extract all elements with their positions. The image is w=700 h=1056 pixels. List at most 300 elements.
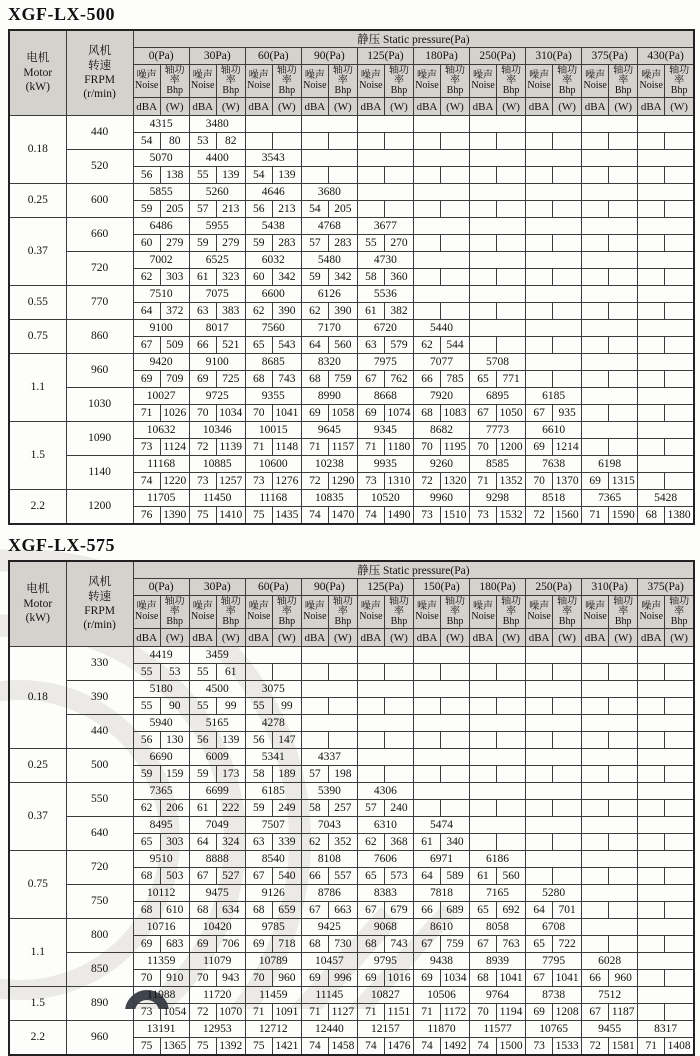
bhp-value-cell: 82 (216, 133, 245, 150)
bhp-value-cell: 960 (609, 970, 638, 987)
airflow-row (9, 987, 694, 1004)
airflow-cell: 3075 (245, 681, 301, 698)
noise-value-cell (582, 371, 609, 388)
noise-value-cell: 67 (301, 902, 328, 919)
airflow-cell: 12712 (245, 1021, 301, 1038)
bhp-value-cell (609, 405, 638, 422)
bhp-value-cell: 213 (216, 201, 245, 218)
airflow-cell (638, 749, 694, 766)
bhp-value-cell (665, 936, 694, 953)
bhp-value-cell (553, 133, 582, 150)
airflow-cell: 9475 (189, 885, 245, 902)
noise-unit-header: dBA (301, 98, 328, 116)
noise-value-cell: 68 (245, 902, 272, 919)
bhp-value-cell (609, 201, 638, 218)
pressure-col-header: 125(Pa) (357, 579, 413, 596)
noise-value-cell: 65 (470, 902, 497, 919)
noise-unit-header: dBA (133, 629, 160, 647)
bhp-value-cell: 368 (384, 834, 413, 851)
rpm-cell: 960 (66, 354, 133, 388)
noise-col-header (582, 596, 609, 629)
header-line: Noise (639, 611, 663, 622)
noise-value-cell (526, 834, 553, 851)
airflow-cell: 4315 (133, 116, 189, 133)
bhp-value-cell: 303 (160, 269, 189, 286)
bhp-value-cell (497, 167, 526, 184)
header-line: 率 (169, 74, 180, 86)
airflow-cell (301, 647, 357, 664)
header-line: 率 (393, 605, 404, 617)
noise-value-cell: 73 (245, 473, 272, 490)
noise-value-cell (526, 269, 553, 286)
header-line: 噪声 (416, 600, 437, 612)
bhp-value-cell (609, 834, 638, 851)
header-line: Bhp (446, 85, 464, 97)
bhp-value-cell (609, 664, 638, 681)
bhp-value-cell: 1560 (553, 507, 582, 525)
noise-value-cell: 70 (245, 405, 272, 422)
airflow-cell: 9510 (133, 851, 189, 868)
bhp-value-cell: 1058 (328, 405, 357, 422)
header-line: 轴功 (669, 595, 690, 607)
noise-value-cell: 63 (357, 337, 384, 354)
header-line: Noise (527, 611, 551, 622)
header-line: 噪声 (529, 600, 550, 612)
bhp-value-cell (440, 201, 469, 218)
header-line: Bhp (670, 616, 688, 628)
airflow-cell: 8108 (301, 851, 357, 868)
bhp-value-cell: 189 (272, 766, 301, 783)
airflow-row (9, 286, 694, 303)
bhp-value-cell (272, 664, 301, 681)
noise-value-cell (582, 732, 609, 749)
rpm-cell: 1200 (66, 490, 133, 525)
noise-value-cell (582, 337, 609, 354)
airflow-cell: 7507 (245, 817, 301, 834)
header-line: 率 (450, 74, 460, 86)
bhp-value-cell: 372 (160, 303, 189, 320)
header-line: 轴功 (388, 595, 409, 607)
airflow-cell (638, 422, 694, 439)
airflow-cell (413, 647, 469, 664)
noise-value-cell: 75 (133, 1038, 160, 1056)
noise-value-cell (357, 133, 384, 150)
bhp-value-cell: 249 (272, 800, 301, 817)
airflow-cell (582, 681, 638, 698)
noise-value-cell (526, 371, 553, 388)
noise-unit-header: dBA (189, 98, 216, 116)
header-line: 率 (618, 605, 629, 617)
noise-value-cell: 72 (413, 473, 440, 490)
airflow-cell: 8585 (470, 456, 526, 473)
noise-value-cell: 65 (470, 371, 497, 388)
airflow-cell (413, 715, 469, 732)
bhp-value-cell: 1533 (553, 1038, 582, 1056)
airflow-cell (301, 681, 357, 698)
bhp-unit-header: (W) (609, 98, 638, 116)
airflow-row (9, 320, 694, 337)
bhp-value-cell: 527 (216, 868, 245, 885)
bhp-value-cell: 147 (272, 732, 301, 749)
bhp-value-cell: 1139 (216, 439, 245, 456)
noise-value-cell (582, 698, 609, 715)
airflow-cell (582, 320, 638, 337)
header-line: 率 (506, 74, 517, 86)
noise-value-cell (245, 664, 272, 681)
noise-value-cell (413, 167, 440, 184)
noise-value-cell (470, 698, 497, 715)
airflow-cell (582, 715, 638, 732)
bhp-value-cell: 1310 (384, 473, 413, 490)
bhp-value-cell (440, 766, 469, 783)
airflow-cell: 8317 (638, 1021, 694, 1038)
header-line: 转速 (88, 59, 112, 72)
airflow-cell (582, 851, 638, 868)
airflow-cell (638, 987, 694, 1004)
noise-value-cell (582, 405, 609, 422)
rpm-cell: 520 (66, 150, 133, 184)
bhp-value-cell (497, 766, 526, 783)
noise-value-cell (357, 698, 384, 715)
noise-value-cell: 62 (413, 337, 440, 354)
bhp-value-cell (328, 698, 357, 715)
airflow-cell: 9126 (245, 885, 301, 902)
airflow-row (9, 681, 694, 698)
header-line: 轴功 (557, 595, 578, 607)
noise-value-cell: 56 (189, 732, 216, 749)
noise-value-cell: 74 (133, 473, 160, 490)
airflow-cell: 5341 (245, 749, 301, 766)
bhp-value-cell: 340 (440, 834, 469, 851)
airflow-cell: 5280 (526, 885, 582, 902)
airflow-cell: 8990 (301, 388, 357, 405)
airflow-cell: 6310 (357, 817, 413, 834)
bhp-value-cell (665, 371, 694, 388)
noise-value-cell: 70 (526, 473, 553, 490)
noise-value-cell: 62 (301, 303, 328, 320)
noise-col-header (245, 596, 272, 629)
bhp-value-cell: 279 (160, 235, 189, 252)
noise-value-cell (301, 732, 328, 749)
airflow-cell (413, 681, 469, 698)
bhp-col-header (665, 596, 694, 629)
noise-value-cell: 68 (470, 970, 497, 987)
header-line: Bhp (390, 616, 408, 628)
airflow-cell: 4419 (133, 647, 189, 664)
bhp-value-cell: 722 (553, 936, 582, 953)
noise-unit-header: dBA (470, 98, 497, 116)
noise-col-header (470, 596, 497, 629)
header-line: Bhp (502, 616, 520, 628)
bhp-value-cell (497, 337, 526, 354)
airflow-cell: 10600 (245, 456, 301, 473)
noise-value-cell: 69 (301, 405, 328, 422)
noise-value-cell: 69 (357, 405, 384, 422)
bhp-value-cell (609, 902, 638, 919)
noise-value-cell: 63 (245, 834, 272, 851)
noise-col-header (133, 596, 160, 629)
noise-value-cell: 62 (133, 800, 160, 817)
noise-value-cell: 73 (470, 507, 497, 525)
header-line: Bhp (278, 616, 296, 628)
noise-value-cell: 61 (357, 303, 384, 320)
motor-header (9, 30, 66, 116)
pressure-col-header: 180Pa) (413, 48, 469, 65)
bhp-value-cell: 706 (216, 936, 245, 953)
bhp-value-cell (553, 766, 582, 783)
bhp-value-cell: 1070 (216, 1004, 245, 1021)
noise-value-cell (357, 766, 384, 783)
noise-value-cell: 71 (357, 1004, 384, 1021)
airflow-cell: 10765 (526, 1021, 582, 1038)
airflow-cell: 11359 (133, 953, 189, 970)
bhp-unit-header: (W) (160, 629, 189, 647)
header-line: Bhp (502, 85, 520, 97)
noise-value-cell: 59 (133, 766, 160, 783)
bhp-col-header (328, 65, 357, 98)
airflow-cell (526, 354, 582, 371)
header-line: 噪声 (136, 600, 157, 612)
pressure-col-header: 60(Pa) (245, 48, 301, 65)
airflow-cell: 8685 (245, 354, 301, 371)
noise-value-cell (638, 902, 665, 919)
bhp-value-cell (665, 698, 694, 715)
header-line: Bhp (334, 616, 352, 628)
rpm-cell: 860 (66, 320, 133, 354)
header-line: 噪声 (248, 69, 269, 81)
airflow-cell (526, 851, 582, 868)
noise-value-cell (413, 235, 440, 252)
airflow-cell (582, 354, 638, 371)
rpm-cell: 390 (66, 681, 133, 715)
noise-col-header (357, 65, 384, 98)
bhp-value-cell: 743 (272, 371, 301, 388)
airflow-cell: 9068 (357, 919, 413, 936)
bhp-col-header (160, 596, 189, 629)
noise-unit-header: dBA (357, 98, 384, 116)
noise-value-cell (413, 303, 440, 320)
airflow-cell (526, 218, 582, 235)
airflow-row (9, 116, 694, 133)
noise-value-cell (526, 337, 553, 354)
noise-value-cell: 73 (357, 473, 384, 490)
airflow-cell: 10346 (189, 422, 245, 439)
airflow-cell: 6198 (582, 456, 638, 473)
airflow-row (9, 817, 694, 834)
header-line: 电机 (26, 583, 50, 596)
airflow-cell (526, 647, 582, 664)
airflow-cell: 7773 (470, 422, 526, 439)
bhp-value-cell (440, 664, 469, 681)
airflow-cell (470, 681, 526, 698)
bhp-value-cell: 1016 (384, 970, 413, 987)
airflow-cell (638, 783, 694, 800)
bhp-value-cell (440, 269, 469, 286)
bhp-value-cell: 1195 (440, 439, 469, 456)
header-line: Noise (191, 80, 215, 91)
airflow-cell: 7510 (133, 286, 189, 303)
noise-value-cell (526, 201, 553, 218)
airflow-cell (582, 422, 638, 439)
header-line: 轴功 (613, 595, 634, 607)
airflow-cell: 8610 (413, 919, 469, 936)
noise-value-cell: 71 (245, 1004, 272, 1021)
header-line: 轴功 (276, 64, 297, 76)
noise-col-header (638, 596, 665, 629)
header-line: FRPM (84, 74, 115, 86)
header-line: 噪声 (416, 69, 437, 81)
bhp-value-cell (440, 698, 469, 715)
noise-value-cell: 70 (470, 439, 497, 456)
airflow-cell (526, 116, 582, 133)
noise-value-cell: 59 (133, 201, 160, 218)
airflow-cell: 9100 (133, 320, 189, 337)
noise-value-cell: 68 (301, 371, 328, 388)
header-line: Noise (134, 611, 159, 622)
airflow-cell (638, 218, 694, 235)
rpm-cell: 890 (66, 987, 133, 1021)
noise-value-cell: 72 (189, 1004, 216, 1021)
bhp-value-cell: 360 (384, 269, 413, 286)
airflow-cell: 8058 (470, 919, 526, 936)
bhp-value-cell: 540 (272, 868, 301, 885)
airflow-cell (470, 218, 526, 235)
noise-value-cell: 70 (245, 970, 272, 987)
bhp-value-cell: 198 (328, 766, 357, 783)
airflow-cell: 9355 (245, 388, 301, 405)
noise-value-cell (638, 698, 665, 715)
bhp-value-cell (609, 167, 638, 184)
airflow-cell (470, 320, 526, 337)
header-line: 噪声 (248, 600, 269, 612)
noise-unit-header: dBA (470, 629, 497, 647)
noise-value-cell (638, 269, 665, 286)
noise-value-cell: 71 (638, 1038, 665, 1056)
airflow-cell: 7365 (582, 490, 638, 507)
bhp-value-cell (497, 664, 526, 681)
noise-value-cell (301, 167, 328, 184)
header-line: 率 (562, 74, 573, 86)
noise-value-cell (526, 868, 553, 885)
bhp-value-cell: 352 (328, 834, 357, 851)
airflow-cell (638, 252, 694, 269)
bhp-col-header (160, 65, 189, 98)
airflow-cell: 7049 (189, 817, 245, 834)
motor-kw-cell: 0.75 (9, 851, 66, 919)
bhp-value-cell (665, 868, 694, 885)
noise-value-cell: 68 (413, 405, 440, 422)
noise-value-cell (526, 698, 553, 715)
airflow-cell (357, 184, 413, 201)
bhp-value-cell: 1127 (328, 1004, 357, 1021)
airflow-cell: 5855 (133, 184, 189, 201)
header-line: 噪声 (585, 600, 606, 612)
header-line: 率 (674, 605, 685, 617)
noise-value-cell: 70 (189, 970, 216, 987)
noise-value-cell (582, 936, 609, 953)
bhp-value-cell: 1041 (553, 970, 582, 987)
noise-value-cell: 55 (245, 698, 272, 715)
noise-value-cell: 53 (189, 133, 216, 150)
noise-value-cell (638, 473, 665, 490)
noise-value-cell (582, 167, 609, 184)
noise-value-cell: 55 (133, 698, 160, 715)
noise-value-cell (638, 1004, 665, 1021)
header-line: 率 (450, 605, 460, 617)
bhp-value-cell: 99 (272, 698, 301, 715)
noise-value-cell (413, 664, 440, 681)
airflow-cell: 10885 (189, 456, 245, 473)
noise-value-cell (638, 834, 665, 851)
airflow-cell: 11145 (301, 987, 357, 1004)
noise-col-header (638, 65, 665, 98)
bhp-value-cell (497, 732, 526, 749)
airflow-cell: 11450 (189, 490, 245, 507)
bhp-value-cell: 205 (328, 201, 357, 218)
motor-kw-cell: 0.37 (9, 783, 66, 851)
noise-value-cell (582, 269, 609, 286)
rpm-cell: 600 (66, 184, 133, 218)
noise-value-cell: 56 (245, 201, 272, 218)
airflow-cell (582, 252, 638, 269)
airflow-cell: 6610 (526, 422, 582, 439)
airflow-cell: 10716 (133, 919, 189, 936)
airflow-cell: 8495 (133, 817, 189, 834)
airflow-cell: 5955 (189, 218, 245, 235)
bhp-value-cell: 1532 (497, 507, 526, 525)
bhp-value-cell: 1352 (497, 473, 526, 490)
airflow-cell: 4500 (189, 681, 245, 698)
bhp-value-cell: 634 (216, 902, 245, 919)
bhp-value-cell: 1458 (328, 1038, 357, 1056)
header-line: 转速 (88, 590, 112, 603)
noise-value-cell: 68 (301, 936, 328, 953)
noise-value-cell (638, 970, 665, 987)
airflow-cell: 4768 (301, 218, 357, 235)
noise-value-cell (526, 303, 553, 320)
noise-value-cell: 67 (413, 936, 440, 953)
airflow-cell: 7002 (133, 252, 189, 269)
noise-value-cell: 67 (582, 1004, 609, 1021)
bhp-value-cell: 701 (553, 902, 582, 919)
airflow-cell: 8518 (526, 490, 582, 507)
bhp-value-cell (384, 167, 413, 184)
airflow-cell (470, 184, 526, 201)
airflow-row (9, 422, 694, 439)
bhp-value-cell (497, 800, 526, 817)
bhp-value-cell (609, 766, 638, 783)
airflow-cell (638, 715, 694, 732)
bhp-value-cell: 1091 (272, 1004, 301, 1021)
bhp-value-cell (665, 970, 694, 987)
bhp-value-cell: 1187 (609, 1004, 638, 1021)
rpm-cell: 720 (66, 851, 133, 885)
airflow-cell: 9438 (413, 953, 469, 970)
airflow-cell (301, 150, 357, 167)
airflow-cell: 11720 (189, 987, 245, 1004)
noise-value-cell (638, 766, 665, 783)
noise-value-cell (357, 167, 384, 184)
header-line: Noise (359, 80, 383, 91)
bhp-col-header (553, 596, 582, 629)
airflow-row (9, 456, 694, 473)
noise-value-cell (470, 303, 497, 320)
bhp-unit-header: (W) (272, 629, 301, 647)
bhp-value-cell: 1276 (272, 473, 301, 490)
airflow-cell (357, 681, 413, 698)
airflow-cell: 8682 (413, 422, 469, 439)
bhp-col-header (272, 65, 301, 98)
